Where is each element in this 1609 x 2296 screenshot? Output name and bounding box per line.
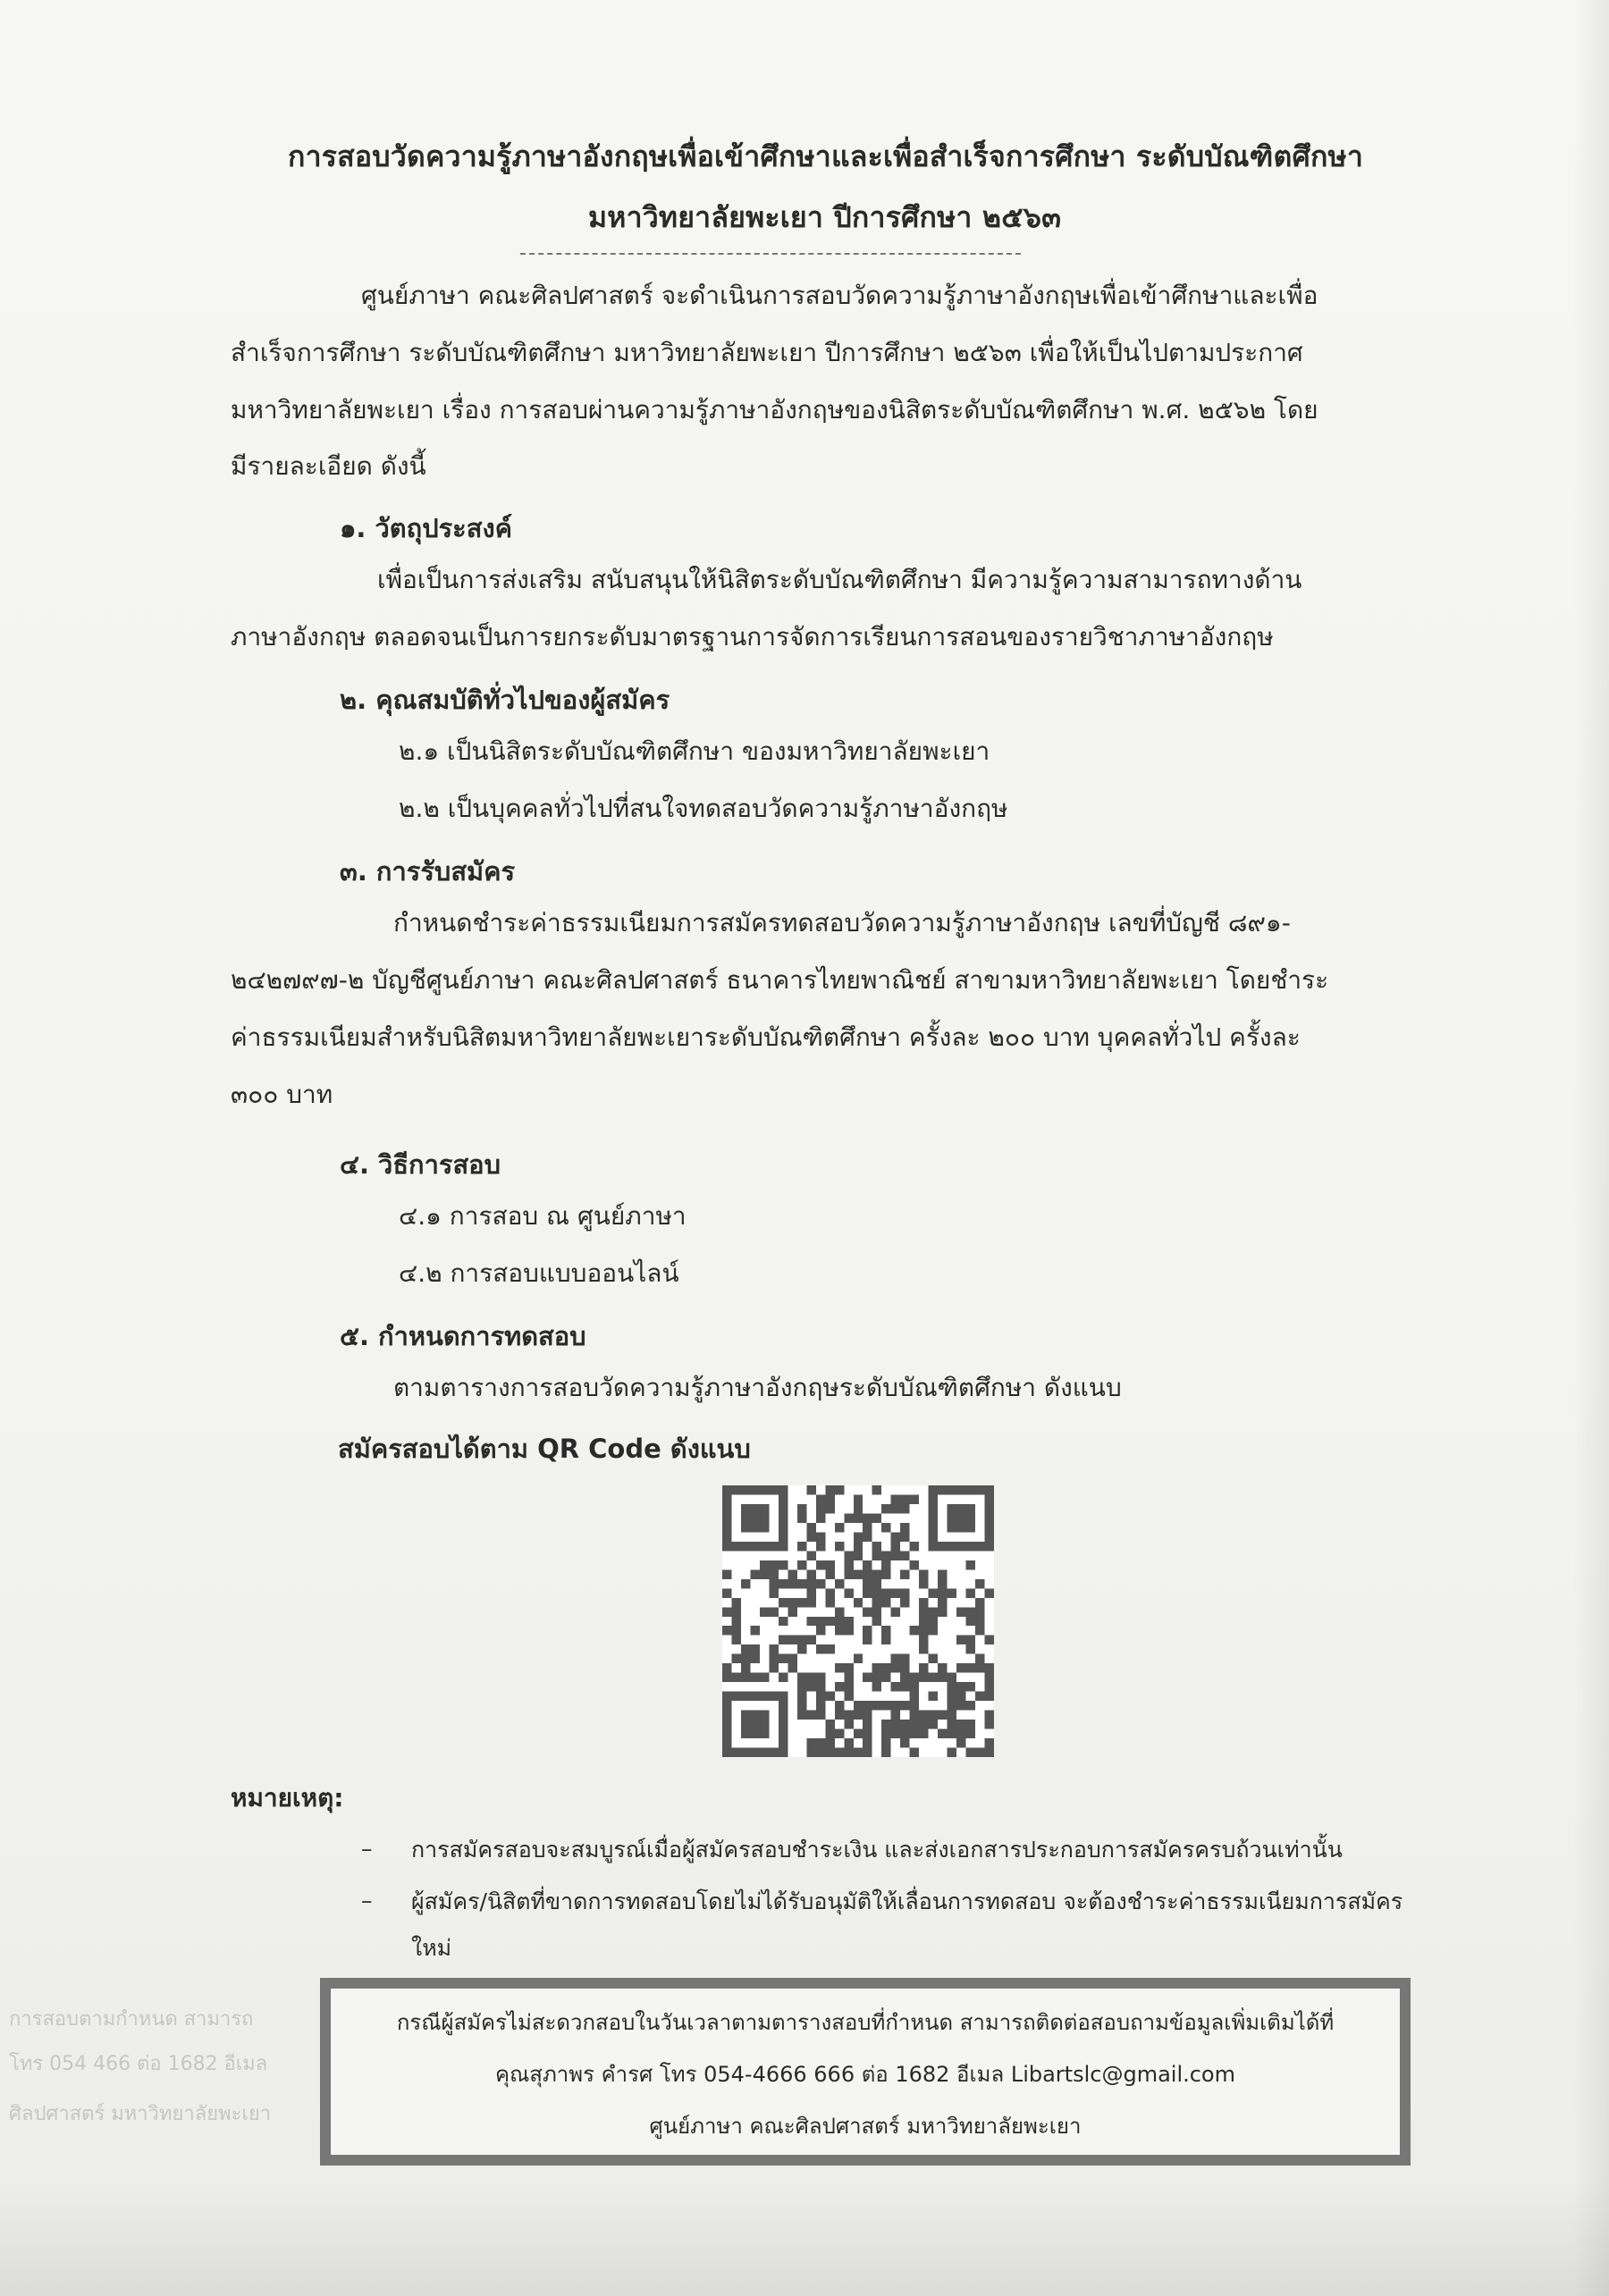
registration-qr-code[interactable]: [722, 1485, 994, 1757]
section-3-line-2: ๒๔๒๗๙๗-๒ บัญชีศูนย์ภาษา คณะศิลปศาสตร์ ธนาคารไทยพาณิชย์ สาขามหาวิทยาลัยพะเยา โดยชำระ: [231, 965, 1329, 995]
section-2-item-2: ๒.๒ เป็นบุคคลทั่วไปที่สนใจทดสอบวัดความรู้ภาษาอังกฤษ: [399, 794, 1008, 823]
section-3-line-3: ค่าธรรมเนียมสำหรับนิสิตมหาวิทยาลัยพะเยาระดับบัณฑิตศึกษา ครั้งละ ๒๐๐ บาท บุคคลทั่วไป ครั้งละ: [231, 1022, 1301, 1052]
scan-bottom-shadow: [0, 2180, 1609, 2296]
note-2: ผู้สมัคร/นิสิตที่ขาดการทดสอบโดยไม่ได้รับอนุมัติให้เลื่อนการทดสอบ จะต้องชำระค่าธรรมเนียมการสมัคร: [411, 1888, 1403, 1914]
section-5-heading: ๕. กำหนดการทดสอบ: [340, 1321, 586, 1351]
section-3-heading: ๓. การรับสมัคร: [340, 856, 516, 887]
section-4-heading: ๔. วิธีการสอบ: [340, 1149, 501, 1180]
bleed-through-text: การสอบตามกำหนด สามารถ โทร 054 466 ต่อ 1682 อีเมล ศิลปศาสตร์ มหาวิทยาลัยพะเยา: [9, 2008, 272, 2125]
section-4-item-2: ๔.๒ การสอบแบบออนไลน์: [399, 1258, 679, 1288]
note-1: การสมัครสอบจะสมบูรณ์เมื่อผู้สมัครสอบชำระเงิน และส่งเอกสารประกอบการสมัครครบถ้วนเท่านั้น: [411, 1837, 1343, 1863]
section-3-line-4: ๓๐๐ บาท: [231, 1080, 333, 1109]
notes-dash-2: –: [361, 1888, 373, 1913]
intro-line-2: สำเร็จการศึกษา ระดับบัณฑิตศึกษา มหาวิทยาลัยพะเยา ปีการศึกษา ๒๕๖๓ เพื่อให้เป็นไปตามประกาศ: [231, 338, 1303, 367]
note-2-cont: ใหม่: [411, 1935, 452, 1961]
contact-line-2: คุณสุภาพร คำรศ โทร 054-4666 666 ต่อ 1682 อีเมล Libartslc@gmail.com: [494, 2062, 1235, 2087]
section-5-line-1: ตามตารางการสอบวัดความรู้ภาษาอังกฤษระดับบัณฑิตศึกษา ดังแนบ: [393, 1373, 1122, 1402]
title-divider: [520, 253, 1021, 255]
section-1-line-1: เพื่อเป็นการส่งเสริม สนับสนุนให้นิสิตระดับบัณฑิตศึกษา มีความรู้ความสามารถทางด้าน: [377, 565, 1302, 594]
notes-label: หมายเหตุ:: [231, 1783, 344, 1812]
intro-line-3: มหาวิทยาลัยพะเยา เรื่อง การสอบผ่านความรู้ภาษาอังกฤษของนิสิตระดับบัณฑิตศึกษา พ.ศ. ๒๕๖๒ โดย: [231, 395, 1318, 425]
intro-line-4: มีรายละเอียด ดังนี้: [231, 451, 426, 481]
section-3-line-1: กำหนดชำระค่าธรรมเนียมการสมัครทดสอบวัดความรู้ภาษาอังกฤษ เลขที่บัญชี ๘๙๑-: [393, 908, 1291, 938]
intro-line-1: ศูนย์ภาษา คณะศิลปศาสตร์ จะดำเนินการสอบวัดความรู้ภาษาอังกฤษเพื่อเข้าศึกษาและเพื่อ: [361, 281, 1318, 310]
section-1-line-2: ภาษาอังกฤษ ตลอดจนเป็นการยกระดับมาตรฐานการจัดการเรียนการสอนของรายวิชาภาษาอังกฤษ: [231, 622, 1274, 652]
qr-code-image: [722, 1485, 994, 1757]
contact-line-3: ศูนย์ภาษา คณะศิลปศาสตร์ มหาวิทยาลัยพะเยา: [649, 2114, 1082, 2139]
title-line-1: การสอบวัดความรู้ภาษาอังกฤษเพื่อเข้าศึกษาและเพื่อสำเร็จการศึกษา ระดับบัณฑิตศึกษา: [288, 139, 1363, 173]
scan-edge-shadow: [1573, 0, 1609, 2296]
qr-caption: สมัครสอบได้ตาม QR Code ดังแนบ: [338, 1434, 751, 1464]
contact-info-box: [320, 1978, 1411, 2166]
title-line-2: มหาวิทยาลัยพะเยา ปีการศึกษา ๒๕๖๓: [588, 200, 1062, 234]
section-2-item-1: ๒.๑ เป็นนิสิตระดับบัณฑิตศึกษา ของมหาวิทยาลัยพะเยา: [399, 736, 990, 766]
contact-line-1: กรณีผู้สมัครไม่สะดวกสอบในวันเวลาตามตารางสอบที่กำหนด สามารถติดต่อสอบถามข้อมูลเพิ่มเติมได้ที่: [396, 2010, 1335, 2035]
section-2-heading: ๒. คุณสมบัติทั่วไปของผู้สมัคร: [340, 685, 670, 715]
section-1-heading: ๑. วัตถุประสงค์: [340, 513, 513, 543]
notes-dash-1: –: [361, 1836, 373, 1862]
section-4-item-1: ๔.๑ การสอบ ณ ศูนย์ภาษา: [399, 1201, 687, 1231]
